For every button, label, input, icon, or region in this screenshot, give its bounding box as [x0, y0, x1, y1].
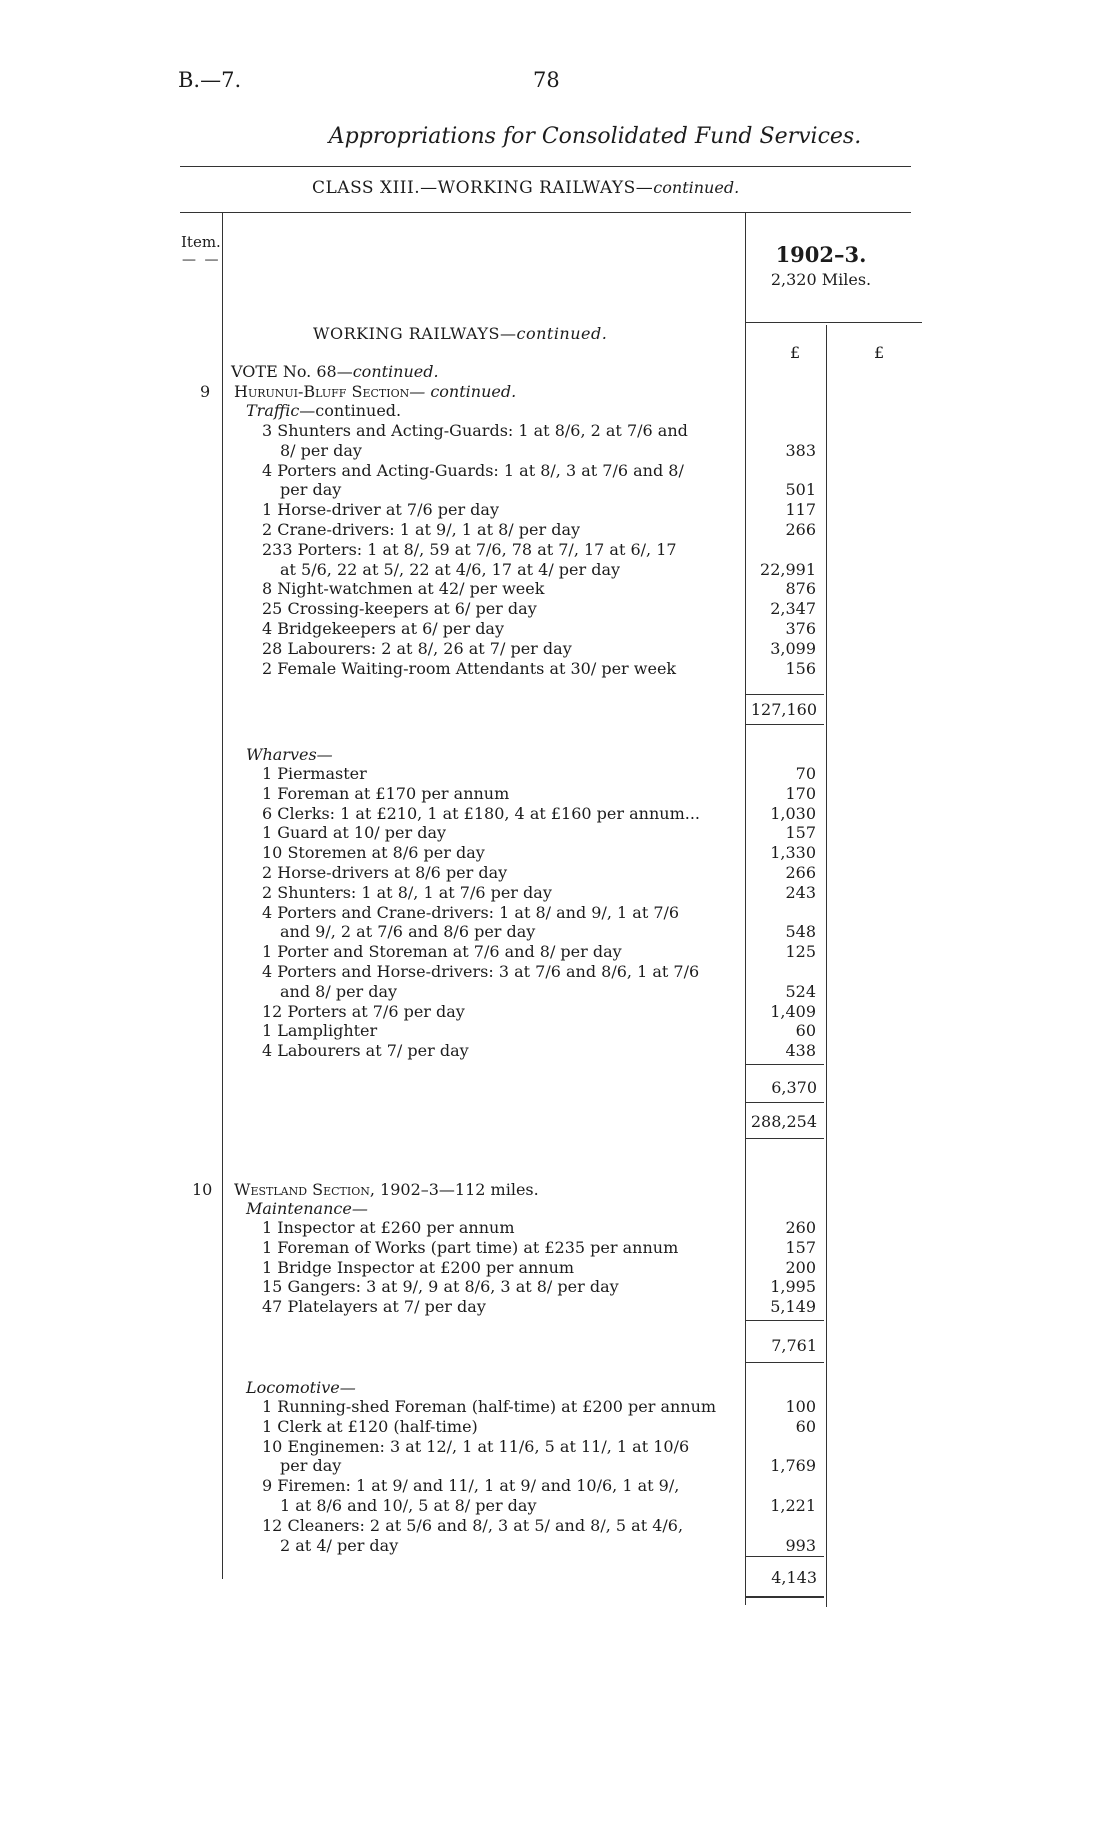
line-item-text: 4 Porters and Crane-drivers: 1 at 8/ and 9/, 1 at 7/6: [262, 902, 680, 922]
line-item-text: 10 Enginemen: 3 at 12/, 1 at 11/6, 5 at 11/, 1 at 10/6: [262, 1436, 690, 1456]
line-item-text: 4 Porters and Acting-Guards: 1 at 8/, 3 at 7/6 and 8/: [262, 460, 684, 480]
line-item-amount: 60: [795, 1416, 816, 1436]
line-item-text: 10 Storemen at 8/6 per day: [262, 843, 485, 863]
total-rule: [746, 1320, 824, 1321]
line-item-text: 1 Running-shed Foreman (half-time) at £200 per annum: [262, 1397, 717, 1416]
line-item-amount: 376: [785, 619, 816, 638]
total-rule: [746, 1138, 824, 1139]
section-total: 6,370: [771, 1078, 817, 1097]
line-item-amount: 157: [785, 823, 816, 843]
pound-sign-column2: £: [874, 343, 885, 362]
item-column-divider: [222, 213, 223, 1579]
line-item-text: 15 Gangers: 3 at 9/, 9 at 8/6, 3 at 8/ per day: [262, 1277, 619, 1297]
line-item-text: 1 Bridge Inspector at £200 per annum: [262, 1257, 575, 1277]
total-rule: [746, 1362, 824, 1363]
section-total: 7,761: [771, 1336, 817, 1355]
subsection-heading: Wharves—: [246, 745, 333, 764]
line-item-text: 1 Guard at 10/ per day: [262, 823, 447, 843]
item-column-label: Item.: [181, 233, 221, 251]
line-item-amount: 3,099: [770, 638, 816, 658]
line-item-text: 12 Cleaners: 2 at 5/6 and 8/, 3 at 5/ and 8/, 5 at 4/6,: [262, 1515, 684, 1535]
section-total: 127,160: [750, 700, 817, 719]
item-title: Westland Section, 1902–3—112 miles.: [234, 1180, 539, 1199]
line-item-text: 233 Porters: 1 at 8/, 59 at 7/6, 78 at 7/, 17 at 6/, 17: [262, 539, 677, 559]
subsection-heading: Locomotive—: [246, 1378, 356, 1397]
total-rule: [746, 1596, 824, 1598]
line-item-text-continuation: at 5/6, 22 at 5/, 22 at 4/6, 17 at 4/ per day: [280, 559, 621, 579]
line-item-text-continuation: 2 at 4/ per day: [280, 1535, 399, 1555]
line-item-text-continuation: 8/ per day: [280, 440, 362, 460]
line-item-text: 28 Labourers: 2 at 8/, 26 at 7/ per day: [262, 638, 572, 658]
item-grand-total: 288,254: [750, 1112, 817, 1131]
line-item-amount: 876: [785, 579, 816, 599]
line-item-text: 1 Porter and Storeman at 7/6 and 8/ per day: [262, 942, 622, 962]
line-item-text-continuation: per day: [280, 480, 342, 500]
section-total: 4,143: [771, 1568, 817, 1587]
line-item-amount: 260: [785, 1218, 816, 1237]
line-item-amount: 1,769: [770, 1456, 816, 1476]
line-item-text: 9 Firemen: 1 at 9/ and 11/, 1 at 9/ and 10/6, 1 at 9/,: [262, 1476, 680, 1496]
line-item-text: 3 Shunters and Acting-Guards: 1 at 8/6, 2 at 7/6 and: [262, 421, 688, 440]
line-item-amount: 1,030: [770, 803, 816, 823]
class-heading: CLASS XIII.—WORKING RAILWAYS—continued.: [312, 178, 740, 198]
line-item-text: 1 Horse-driver at 7/6 per day: [262, 500, 499, 520]
line-item-text: 2 Crane-drivers: 1 at 9/, 1 at 8/ per day: [262, 520, 581, 539]
line-item-amount: 548: [785, 922, 816, 942]
item-number: 9: [200, 382, 211, 401]
line-item-text: 4 Porters and Horse-drivers: 3 at 7/6 and 8/6, 1 at 7/6: [262, 962, 700, 981]
line-item-amount: 22,991: [760, 559, 816, 579]
line-item-amount: 383: [785, 440, 816, 460]
line-item-amount: 993: [785, 1535, 816, 1555]
line-item-text: 6 Clerks: 1 at £210, 1 at £180, 4 at £160 per annum...: [262, 803, 700, 823]
amount-column-divider-middle: [826, 325, 827, 1607]
line-item-amount: 5,149: [770, 1297, 816, 1317]
miles-heading: 2,320 Miles.: [770, 270, 872, 289]
line-item-amount: 1,330: [770, 843, 816, 863]
line-item-amount: 1,221: [770, 1496, 816, 1515]
line-item-text: 2 Shunters: 1 at 8/, 1 at 7/6 per day: [262, 882, 552, 902]
total-rule: [746, 1064, 824, 1065]
line-item-amount: 1,995: [770, 1277, 816, 1297]
line-item-amount: 438: [785, 1041, 816, 1061]
total-rule: [746, 724, 824, 725]
line-item-text: 1 Lamplighter: [262, 1021, 378, 1041]
total-rule: [746, 694, 824, 695]
line-item-text: 4 Labourers at 7/ per day: [262, 1041, 469, 1061]
total-rule: [746, 1556, 824, 1557]
line-item-text: 1 Clerk at £120 (half-time): [262, 1416, 478, 1436]
total-rule: [746, 1102, 824, 1103]
year-heading: 1902–3.: [775, 242, 867, 267]
line-item-amount: 100: [785, 1397, 816, 1416]
line-item-amount: 266: [785, 520, 816, 539]
line-item-text: 1 Foreman of Works (part time) at £235 per annum: [262, 1237, 679, 1257]
line-item-text: 1 Foreman at £170 per annum: [262, 783, 510, 803]
page-number: 78: [533, 68, 560, 92]
subsection-heading: Maintenance—: [246, 1199, 368, 1218]
vote-heading: VOTE No. 68—continued.: [231, 362, 439, 381]
line-item-amount: 170: [785, 783, 816, 803]
line-item-amount: 200: [785, 1257, 816, 1277]
line-item-amount: 266: [785, 863, 816, 882]
line-item-text-continuation: and 8/ per day: [280, 981, 398, 1001]
line-item-amount: 156: [785, 658, 816, 678]
line-item-amount: 243: [785, 882, 816, 902]
line-item-amount: 125: [785, 942, 816, 962]
line-item-amount: 501: [785, 480, 816, 500]
page-subtitle: Appropriations for Consolidated Fund Services.: [328, 124, 862, 149]
subsection-heading: Traffic—continued.: [246, 401, 402, 420]
section-heading: WORKING RAILWAYS—continued.: [313, 324, 608, 343]
line-item-amount: 524: [785, 981, 816, 1001]
line-item-text-continuation: 1 at 8/6 and 10/, 5 at 8/ per day: [280, 1496, 537, 1515]
line-item-text: 47 Platelayers at 7/ per day: [262, 1297, 486, 1317]
pound-sign-column1: £: [790, 343, 801, 362]
line-item-amount: 2,347: [770, 599, 816, 619]
line-item-amount: 1,409: [770, 1001, 816, 1021]
line-item-text: 2 Horse-drivers at 8/6 per day: [262, 863, 508, 882]
line-item-text-continuation: per day: [280, 1456, 342, 1476]
item-label-rule: — —: [182, 252, 221, 268]
item-title: Hurunui-Bluff Section— continued.: [234, 382, 517, 401]
column-header-rule: [746, 322, 922, 323]
line-item-amount: 70: [795, 764, 816, 783]
line-item-text: 1 Inspector at £260 per annum: [262, 1218, 515, 1237]
header-rule-bottom: [180, 212, 911, 213]
line-item-text: 4 Bridgekeepers at 6/ per day: [262, 619, 505, 638]
line-item-amount: 157: [785, 1237, 816, 1257]
line-item-text: 12 Porters at 7/6 per day: [262, 1001, 465, 1021]
line-item-text: 1 Piermaster: [262, 764, 367, 783]
item-number: 10: [192, 1180, 213, 1199]
line-item-text: 25 Crossing-keepers at 6/ per day: [262, 599, 537, 619]
line-item-amount: 60: [795, 1021, 816, 1041]
document-reference: B.—7.: [178, 68, 242, 92]
line-item-text-continuation: and 9/, 2 at 7/6 and 8/6 per day: [280, 922, 536, 942]
header-rule-top: [180, 166, 911, 167]
line-item-text: 2 Female Waiting-room Attendants at 30/ per week: [262, 658, 677, 678]
line-item-amount: 117: [785, 500, 816, 520]
line-item-text: 8 Night-watchmen at 42/ per week: [262, 579, 545, 599]
